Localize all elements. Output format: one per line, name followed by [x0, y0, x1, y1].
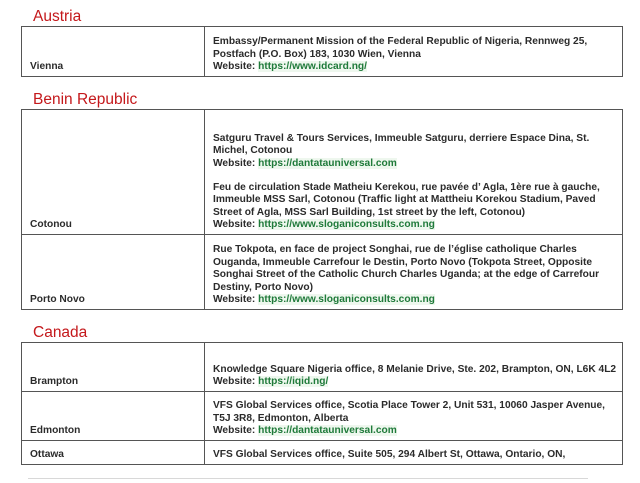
office-address: VFS Global Services office, Suite 505, 294 Albert St, Ottawa, Ontario, ON, [213, 449, 566, 461]
country-heading-austria: Austria [33, 8, 82, 25]
office-info-cell [205, 27, 623, 77]
office-entry [213, 244, 618, 307]
website-label: Website: [213, 376, 256, 388]
table-row [22, 392, 623, 441]
website-label: Website: [213, 61, 256, 73]
table-row [22, 441, 623, 465]
office-address: Feu de circulation Stade Matheiu Kerekou, rue pavée d’ Agla, 1ère rue à gauche, Immeuble MSS Sarl, Cotonou (Traffic light at Mattheiu Korekou Stadium, Paved Street of Agla, MSS Sarl Building, 1st street by the left, Cotonou) [213, 181, 600, 218]
city-cell: Vienna [22, 27, 205, 77]
table-row [22, 343, 623, 392]
office-address: Embassy/Permanent Mission of the Federal Republic of Nigeria, Rennweg 25, Postfach (P.O. Box) 183, 1030 Wien, Vienna [213, 36, 588, 60]
website-link[interactable]: https://www.idcard.ng/ [258, 61, 367, 73]
table-row [22, 110, 623, 235]
office-address: Rue Tokpota, en face de project Songhai, rue de l’église catholique Charles Ouganda, Immeuble Carrefour le Destin, Porto Novo (Tokpota Street, Opposite Songhai Street of the Catholic Church Charles Uganda; at the edge of Carrefour Destiny, Porto Novo) [213, 244, 600, 293]
website-link[interactable]: https://www.sloganiconsults.com.ng [258, 294, 435, 306]
office-entry [213, 133, 618, 171]
office-entry [213, 36, 618, 74]
office-info-cell [205, 343, 623, 392]
website-label: Website: [213, 425, 256, 437]
city-cell: Cotonou [22, 110, 205, 235]
office-info-cell [205, 110, 623, 235]
website-label: Website: [213, 158, 256, 170]
city-cell: Brampton [22, 343, 205, 392]
city-cell: Ottawa [22, 441, 205, 465]
website-link[interactable]: https://dantatauniversal.com [258, 425, 397, 437]
austria-location-table [21, 26, 623, 77]
office-entry [213, 182, 618, 232]
website-link[interactable]: https://www.sloganiconsults.com.ng [258, 219, 435, 231]
city-cell: Porto Novo [22, 235, 205, 310]
benin-location-table [21, 109, 623, 310]
website-label: Website: [213, 294, 256, 306]
office-address: Knowledge Square Nigeria office, 8 Melanie Drive, Ste. 202, Brampton, ON, L6K 4L2 [213, 363, 617, 375]
table-row [22, 27, 623, 77]
table-row [22, 235, 623, 310]
city-cell: Edmonton [22, 392, 205, 441]
website-link[interactable]: https://iqid.ng/ [258, 376, 329, 388]
office-address: Satguru Travel & Tours Services, Immeuble Satguru, derriere Espace Dina, St. Michel, Cotonou [213, 132, 590, 157]
office-entry [213, 400, 618, 438]
country-heading-canada: Canada [33, 324, 88, 341]
website-link[interactable]: https://dantatauniversal.com [258, 158, 397, 170]
office-entry [213, 449, 618, 462]
office-entry [213, 364, 618, 389]
website-label: Website: [213, 219, 256, 231]
country-heading-benin-republic: Benin Republic [33, 91, 138, 108]
office-info-cell [205, 392, 623, 441]
canada-location-table [21, 342, 623, 465]
office-info-cell [205, 235, 623, 310]
bottom-divider [28, 478, 588, 479]
office-address: VFS Global Services office, Scotia Place Tower 2, Unit 531, 10060 Jasper Avenue, T5J 3R8, Edmonton, Alberta [213, 400, 606, 424]
office-info-cell [205, 441, 623, 465]
